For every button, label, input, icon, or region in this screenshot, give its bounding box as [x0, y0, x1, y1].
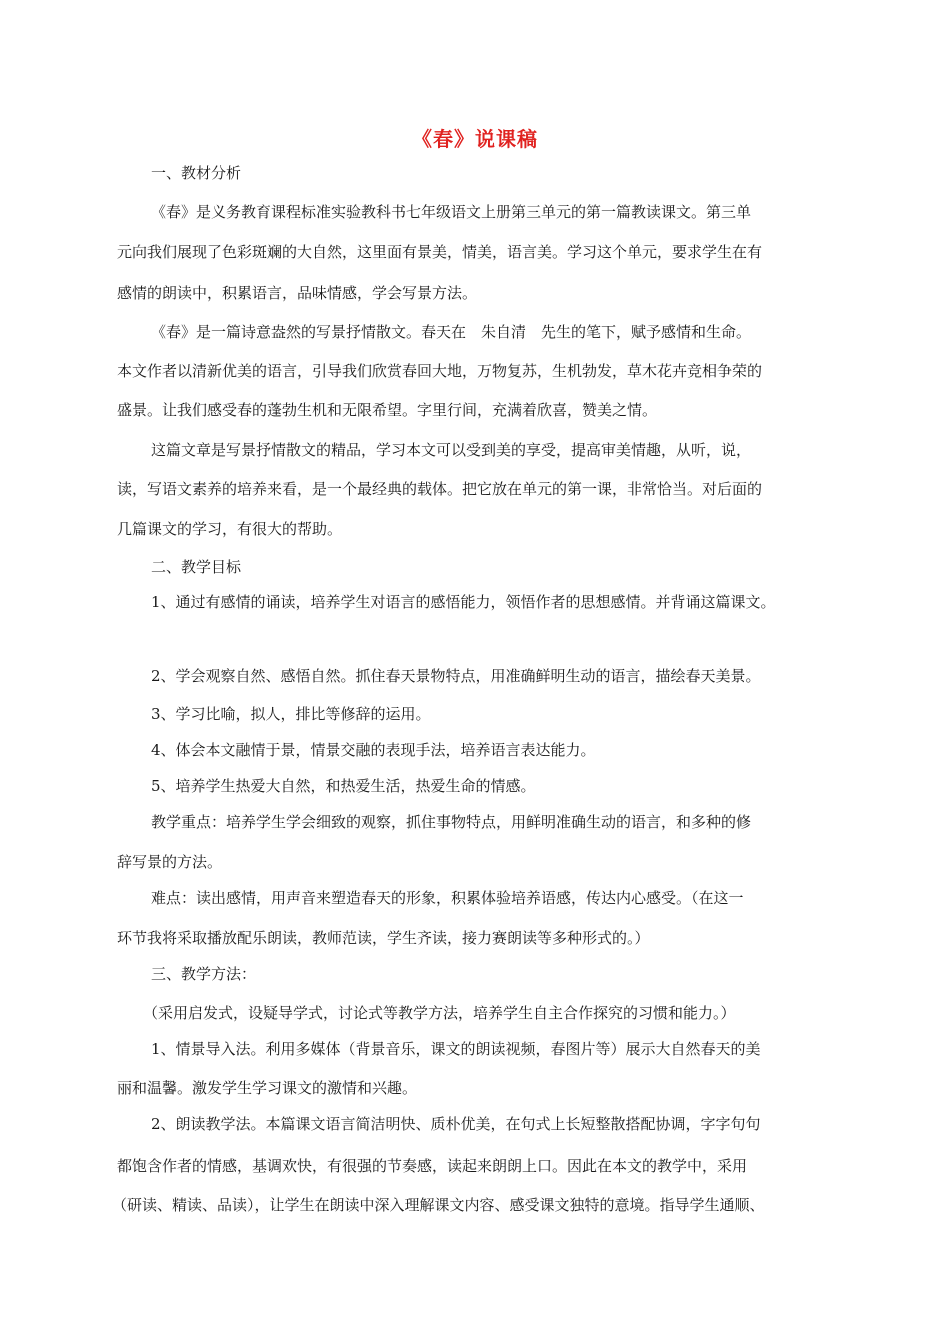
paragraph-line: 都饱含作者的情感，基调欢快，有很强的节奏感，读起来朗朗上口。因此在本文的教学中，采用 — [117, 1157, 748, 1175]
paragraph-line: 难点：读出感情，用声音来塑造春天的形象，积累体验培养语感，传达内心感受。（在这一 — [151, 889, 744, 907]
list-item: 1、情景导入法。利用多媒体（背景音乐，课文的朗读视频，春图片等）展示大自然春天的美 — [151, 1040, 761, 1058]
list-item: 1、通过有感情的诵读，培养学生对语言的感悟能力，领悟作者的思想感情。并背诵这篇课文。 — [151, 593, 776, 611]
section-heading-teaching-goals: 二、教学目标 — [151, 558, 242, 576]
paragraph-line: 《春》是一篇诗意盎然的写景抒情散文。春天在 朱自清 先生的笔下，赋予感情和生命。 — [151, 323, 752, 341]
paragraph-line: 丽和温馨。激发学生学习课文的激情和兴趣。 — [117, 1079, 418, 1097]
paragraph-line: 环节我将采取播放配乐朗读，教师范读，学生齐读，接力赛朗读等多种形式的。） — [117, 929, 650, 947]
paragraph-line: 盛景。让我们感受春的蓬勃生机和无限希望。字里行间，充满着欣喜，赞美之情。 — [117, 401, 658, 419]
section-heading-teaching-methods: 三、教学方法： — [151, 965, 257, 983]
paragraph-line: （研读、精读、品读），让学生在朗读中深入理解课文内容、感受课文独特的意境。指导学生通顺、 — [112, 1196, 765, 1214]
paragraph-line: 这篇文章是写景抒情散文的精品，学习本文可以受到美的享受，提高审美情趣，从听，说， — [151, 441, 752, 459]
list-item: 2、朗读教学法。本篇课文语言简洁明快、质朴优美，在句式上长短整散搭配协调，字字句句 — [151, 1115, 761, 1133]
document-title: 《春》说课稿 — [412, 127, 538, 151]
paragraph-line: 本文作者以清新优美的语言，引导我们欣赏春回大地，万物复苏，生机勃发，草木花卉竞相争荣的 — [117, 362, 763, 380]
paragraph-line: 几篇课文的学习，有很大的帮助。 — [117, 520, 343, 538]
list-item: 2、学会观察自然、感悟自然。抓住春天景物特点，用准确鲜明生动的语言，描绘春天美景。 — [151, 667, 761, 685]
list-item: 3、学习比喻，拟人，排比等修辞的运用。 — [151, 705, 431, 723]
paragraph-line: 读，写语文素养的培养来看，是一个最经典的载体。把它放在单元的第一课，非常恰当。对后面的 — [117, 480, 763, 498]
paragraph-line: 元向我们展现了色彩斑斓的大自然，这里面有景美，情美，语言美。学习这个单元，要求学生在有 — [117, 243, 763, 261]
paragraph-line: （采用启发式，设疑导学式，讨论式等教学方法，培养学生自主合作探究的习惯和能力。） — [143, 1004, 736, 1022]
list-item: 4、体会本文融情于景，情景交融的表现手法，培养语言表达能力。 — [151, 741, 596, 759]
paragraph-line: 教学重点：培养学生学会细致的观察，抓住事物特点，用鲜明准确生动的语言，和多种的修 — [151, 813, 752, 831]
section-heading-textbook-analysis: 一、教材分析 — [151, 164, 242, 182]
list-item: 5、培养学生热爱大自然，和热爱生活，热爱生命的情感。 — [151, 777, 536, 795]
paragraph-line: 辞写景的方法。 — [117, 853, 223, 871]
paragraph-line: 《春》是义务教育课程标准实验教科书七年级语文上册第三单元的第一篇教读课文。第三单 — [151, 203, 752, 221]
paragraph-line: 感情的朗读中，积累语言，品味情感，学会写景方法。 — [117, 284, 478, 302]
